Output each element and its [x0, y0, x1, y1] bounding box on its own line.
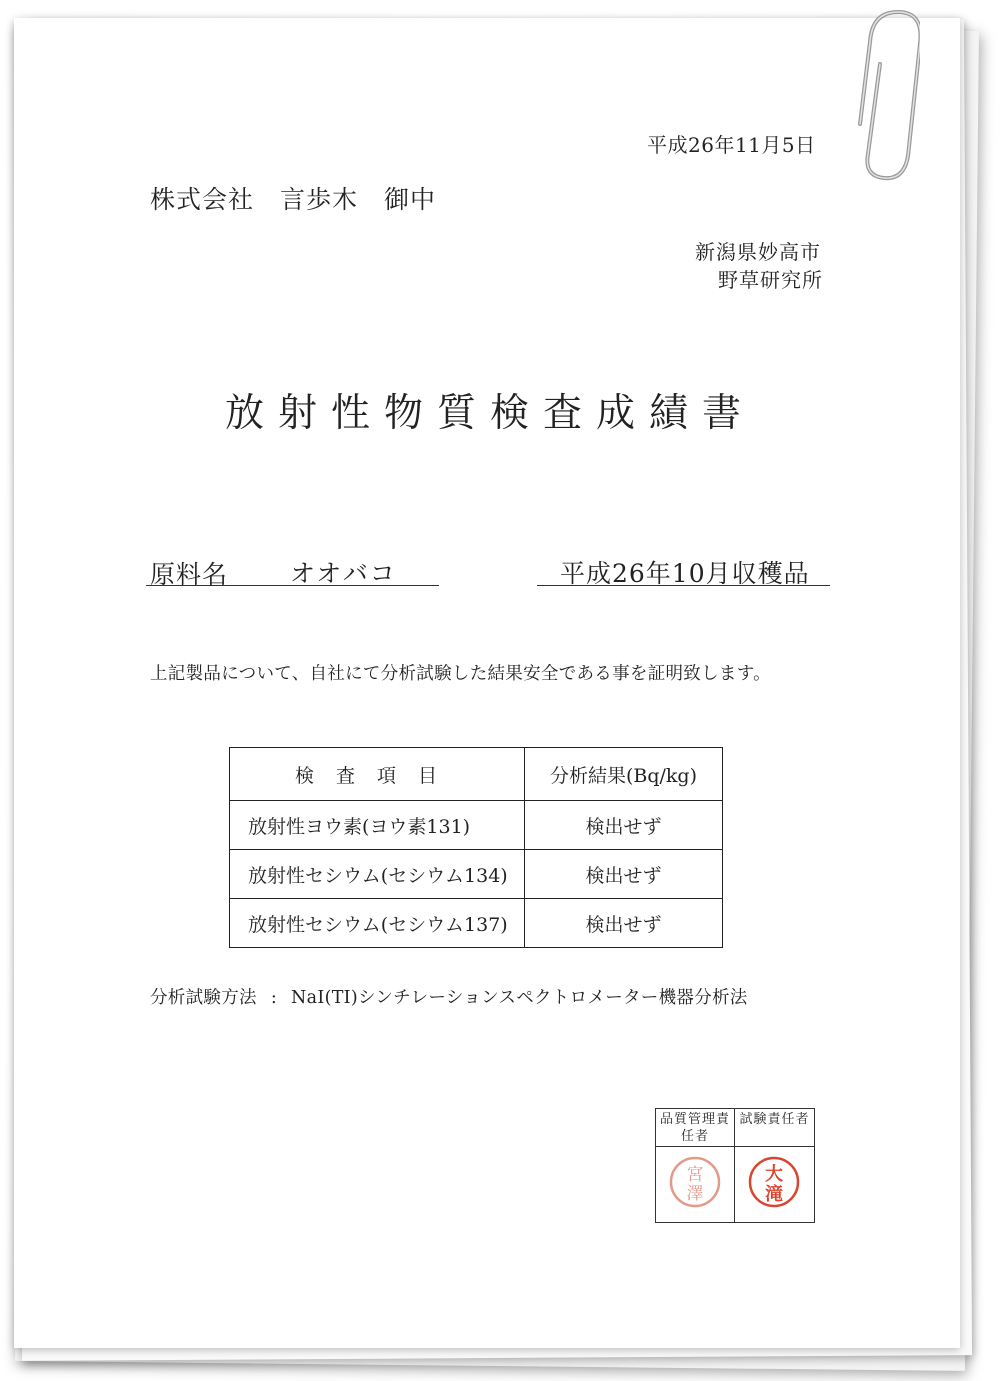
- sender-location: 新潟県妙高市: [695, 240, 821, 264]
- row-item: 放射性ヨウ素(ヨウ素131): [230, 801, 525, 850]
- material-label: 原料名: [150, 560, 229, 589]
- method-label: 分析試験方法: [150, 988, 257, 1008]
- material-underline: [146, 585, 439, 586]
- svg-text:澤: 澤: [686, 1184, 704, 1204]
- results-table: [229, 747, 723, 948]
- table-row: [230, 850, 723, 899]
- row-result: 検出せず: [525, 899, 723, 948]
- quality-seal-cell: [656, 1147, 735, 1222]
- harvest-underline: [537, 585, 830, 586]
- header-item: 検査項目: [230, 748, 525, 801]
- svg-text:滝: 滝: [765, 1184, 783, 1205]
- issue-date: 平成26年11月5日: [647, 133, 816, 157]
- row-item: 放射性セシウム(セシウム134): [230, 850, 525, 899]
- svg-text:大: 大: [765, 1164, 783, 1185]
- row-result: 検出せず: [525, 801, 723, 850]
- method-separator: :: [270, 988, 278, 1008]
- test-seal-icon: [747, 1155, 801, 1209]
- method-value: NaI(TI)シンチレーションスペクトロメーター機器分析法: [291, 988, 748, 1008]
- svg-text:宮: 宮: [686, 1165, 704, 1185]
- row-item: 放射性セシウム(セシウム137): [230, 899, 525, 948]
- analysis-method: [150, 984, 748, 1009]
- test-manager-header: 試験責任者: [735, 1109, 814, 1147]
- material-value: オオバコ: [290, 559, 397, 588]
- harvest-period: 平成26年10月収穫品: [560, 559, 810, 588]
- quality-seal-icon: [668, 1155, 722, 1209]
- table-row: [230, 899, 723, 948]
- test-seal-cell: [735, 1147, 814, 1222]
- row-result: 検出せず: [525, 850, 723, 899]
- document-title: 放射性物質検査成績書: [224, 391, 755, 436]
- quality-manager-header: 品質管理責任者: [656, 1109, 735, 1147]
- certification-statement: 上記製品について、自社にて分析試験した結果安全である事を証明致します。: [150, 664, 771, 684]
- approval-stamp-box: [655, 1108, 815, 1223]
- recipient: 株式会社 言歩木 御中: [150, 185, 437, 214]
- table-row: [230, 801, 723, 850]
- header-result: 分析結果(Bq/kg): [525, 748, 723, 801]
- table-header-row: [230, 748, 723, 801]
- sender-organization: 野草研究所: [718, 268, 823, 292]
- paperclip-icon: [850, 4, 920, 184]
